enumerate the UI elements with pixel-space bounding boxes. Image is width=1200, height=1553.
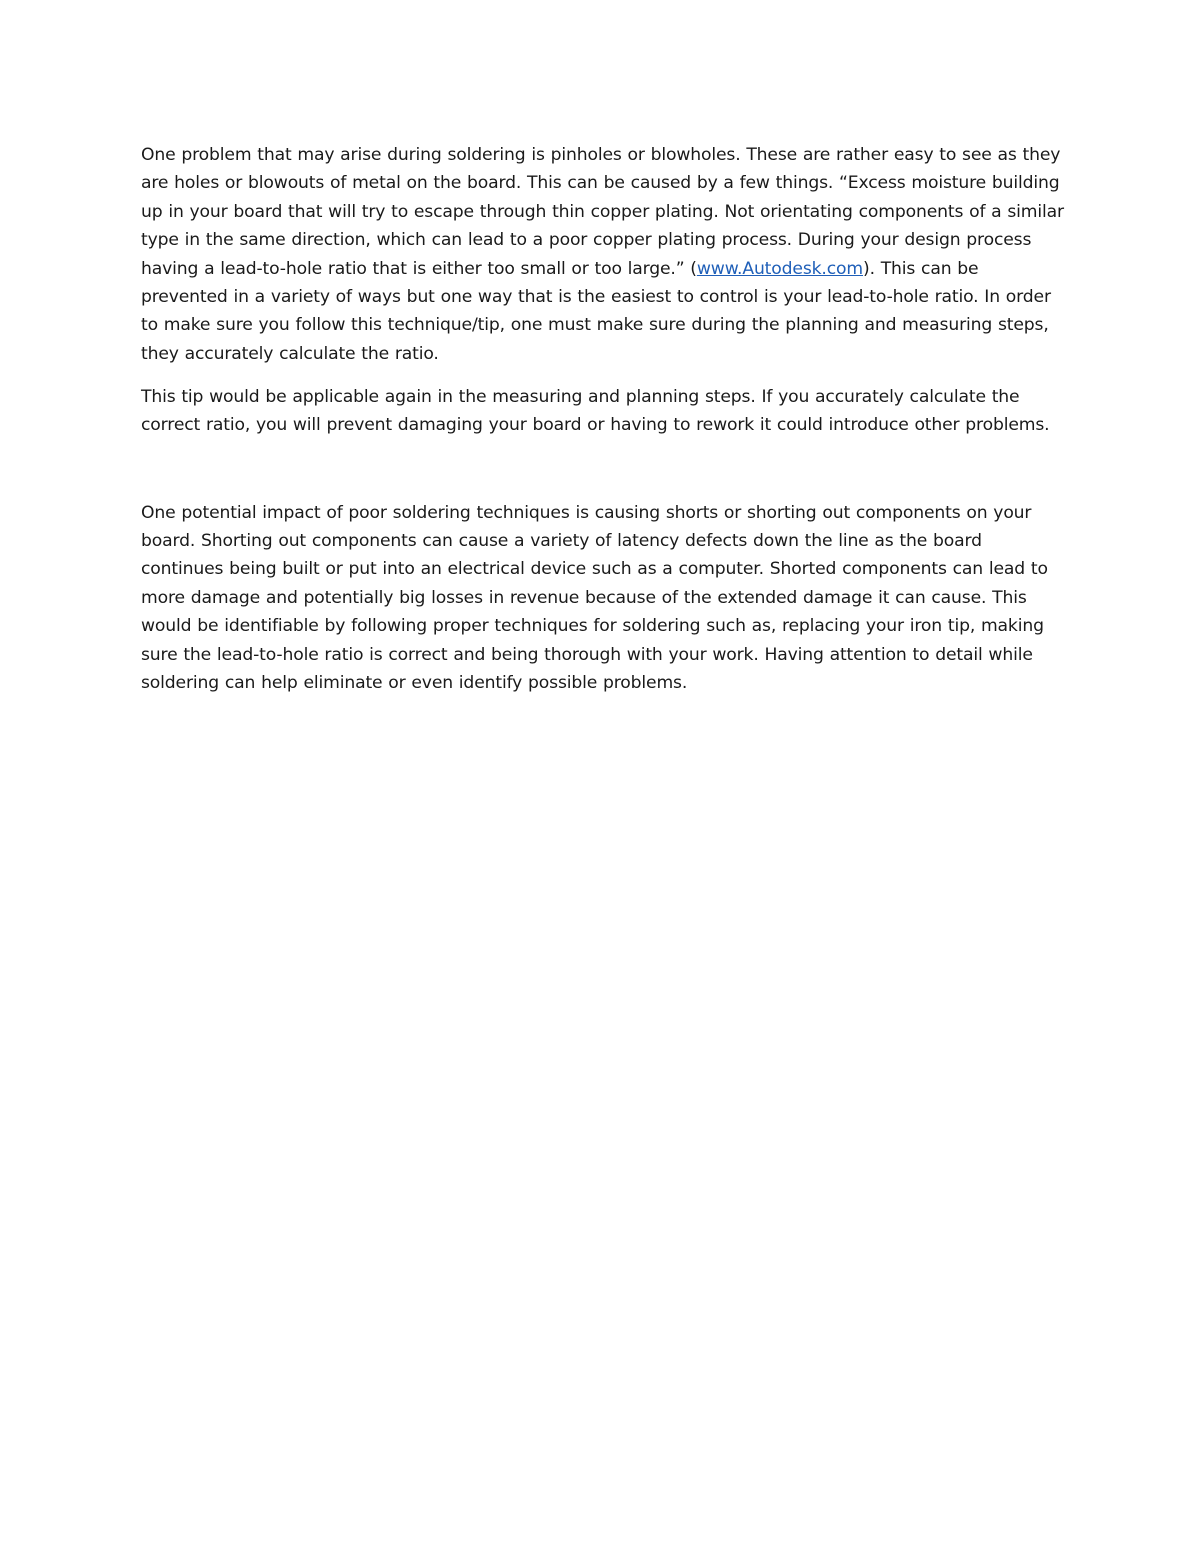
paragraph-tip-applicable: This tip would be applicable again in the measuring and planning steps. If you accurately calculate the correct ratio, you will prevent damaging your board or having to rework it could introduce other problems. bbox=[141, 386, 1050, 436]
paragraph-1-text-before-link: One problem that may arise during soldering is pinholes or blowholes. These are rather easy to see as they are holes or blowouts of metal on the board. This can be caused by a few things. “Excess moisture building up in your board that will try to escape through thin copper plating. Not orientating components of a similar type in the same direction, which can lead to a poor copper plating process. During your design process having a lead-to-hole ratio that is either too small or too large.” ( bbox=[141, 145, 1064, 279]
document-body bbox=[141, 141, 1066, 712]
paragraph-1-text-after-link: ). This can be prevented in a variety of ways but one way that is the easiest to control is your lead-to-hole ratio. In order to make sure you follow this technique/tip, one must make sure during the planning and measuring steps, they accurately calculate the ratio. bbox=[141, 258, 1051, 364]
autodesk-link[interactable]: www.Autodesk.com bbox=[696, 258, 864, 279]
paragraph-potential-impact: One potential impact of poor soldering techniques is causing shorts or shorting out components on your board. Shorting out components can cause a variety of latency defects down the line as the board continues being built or put into an electrical device such as a computer. Shorted components can lead to more damage and potentially big losses in revenue because of the extended damage it can cause. This would be identifiable by following proper techniques for soldering such as, replacing your iron tip, making sure the lead-to-hole ratio is correct and being thorough with your work. Having attention to detail while soldering can help eliminate or even identify possible problems. bbox=[141, 502, 1048, 693]
paragraph-pinholes bbox=[141, 141, 1066, 368]
